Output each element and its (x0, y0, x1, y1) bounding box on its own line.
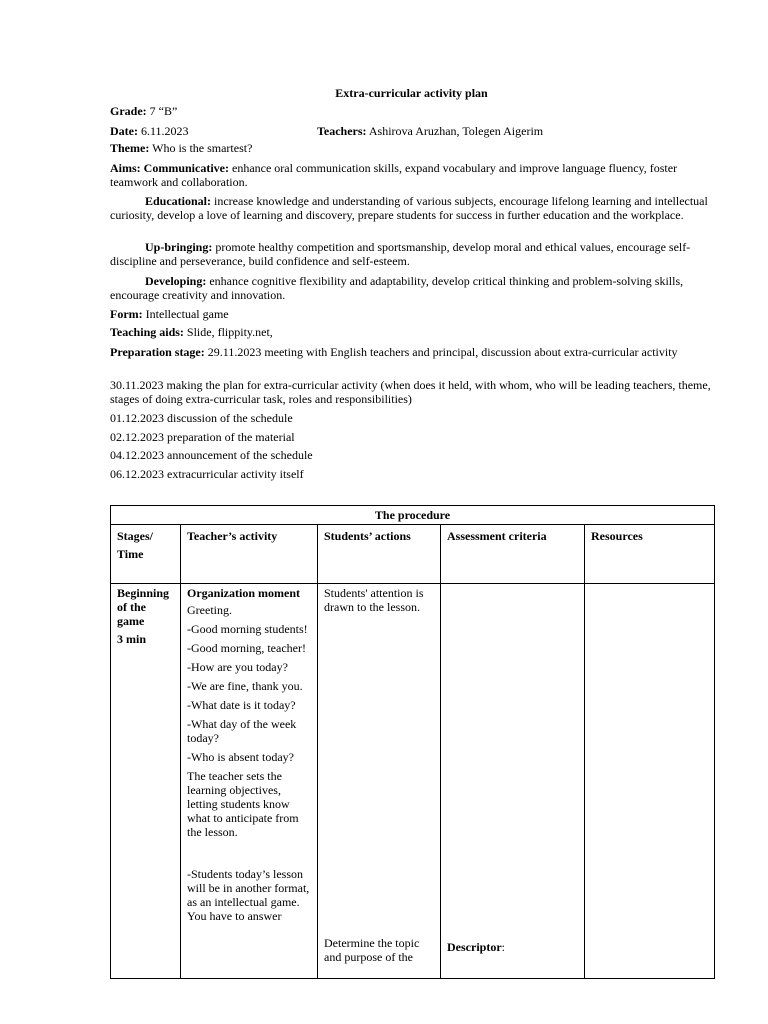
schedule-item: 30.11.2023 making the plan for extra-curricular activity (when does it held, with whom, who will be leading teachers, theme, stages of doing extra-curricular task, roles and responsibilities) (110, 378, 711, 406)
procedure-table (110, 505, 715, 979)
theme-value: Who is the smartest? (149, 141, 253, 155)
teaching-aids-line (110, 325, 713, 339)
grade-value: 7 “B” (146, 104, 178, 118)
header-assessment: Assessment criteria (441, 525, 585, 584)
grade-label: Grade: (110, 104, 147, 118)
teaching-aids-value: Slide, flippity.net, (183, 325, 273, 339)
teacher-line: -Good morning, teacher! (187, 641, 306, 655)
schedule-item: 02.12.2023 preparation of the material (110, 430, 295, 444)
upbringing-label: Up-bringing: (145, 240, 213, 254)
date-line (110, 124, 713, 138)
teaching-aids-label: Teaching aids: (110, 325, 184, 339)
schedule-item: 04.12.2023 announcement of the schedule (110, 448, 313, 462)
educational-label: Educational: (145, 194, 212, 208)
aims-label: Aims: (110, 161, 141, 175)
teacher-line: Greeting. (187, 603, 232, 617)
teachers-line (317, 124, 543, 138)
resources-cell (585, 584, 715, 979)
upbringing-text: promote healthy competition and sportsmanship, develop moral and ethical values, encourage self-discipline and perseverance, build confidence and self-esteem. (110, 240, 691, 268)
developing-label: Developing: (145, 274, 207, 288)
teacher-activity-cell (181, 584, 318, 979)
descriptor-colon: : (501, 940, 505, 954)
teacher-line: -Good morning students! (187, 622, 308, 636)
date-label: Date: (110, 124, 138, 138)
communicative-label: Communicative: (140, 161, 229, 175)
aims-communicative (110, 161, 713, 189)
form-label: Form: (110, 307, 143, 321)
form-line (110, 307, 713, 321)
document-title: Extra-curricular activity plan (335, 86, 488, 100)
procedure-caption: The procedure (111, 506, 715, 525)
students-actions-cell (318, 584, 441, 979)
teacher-line: -Students today’s lesson will be in another format, as an intellectual game. You have to answer (187, 867, 310, 923)
teacher-line: -We are fine, thank you. (187, 679, 303, 693)
teachers-value: Ashirova Aruzhan, Tolegen Aigerim (366, 124, 544, 138)
descriptor-label: Descriptor (447, 940, 502, 954)
stage-cell (111, 584, 181, 979)
schedule-item: 01.12.2023 discussion of the schedule (110, 411, 293, 425)
header-stages-label: Stages/ (117, 529, 153, 543)
teachers-label: Teachers: (317, 124, 367, 138)
header-time-label: Time (117, 547, 144, 561)
teacher-line: -What date is it today? (187, 698, 296, 712)
grade-line (110, 104, 713, 118)
theme-label: Theme: (110, 141, 150, 155)
preparation-value: 29.11.2023 meeting with English teachers and principal, discussion about extra-curricular activity (204, 345, 678, 359)
aims-educational (110, 194, 713, 222)
date-value: 6.11.2023 (137, 124, 189, 138)
teacher-line: -How are you today? (187, 660, 288, 674)
header-students: Students’ actions (318, 525, 441, 584)
preparation-line (110, 345, 713, 359)
aims-developing (110, 274, 713, 302)
theme-line (110, 141, 713, 155)
teacher-line: -Who is absent today? (187, 750, 294, 764)
developing-text: enhance cognitive flexibility and adaptability, develop critical thinking and problem-solving skills, encourage creativity and innovation. (110, 274, 684, 302)
table-header-row (111, 525, 715, 584)
header-stages (111, 525, 181, 584)
form-value: Intellectual game (142, 307, 229, 321)
aims-upbringing (110, 240, 713, 268)
stage-time: 3 min (117, 632, 147, 646)
preparation-label: Preparation stage: (110, 345, 205, 359)
descriptor-line (447, 940, 578, 954)
teacher-activity-title: Organization moment (187, 586, 300, 600)
assessment-cell (441, 584, 585, 979)
students-action: Students' attention is drawn to the lesson. (324, 586, 424, 614)
header-teacher: Teacher’s activity (181, 525, 318, 584)
stage-name: Beginning of the game (117, 586, 170, 628)
header-resources: Resources (585, 525, 715, 584)
communicative-text: enhance oral communication skills, expand vocabulary and improve language fluency, foster teamwork and collaboration. (110, 161, 678, 189)
schedule-item: 06.12.2023 extracurricular activity itself (110, 467, 304, 481)
educational-text: increase knowledge and understanding of various subjects, encourage lifelong learning and intellectual curiosity, develop a love of learning and discovery, prepare students for success in further education and the workplace. (110, 194, 708, 222)
teacher-line: The teacher sets the learning objectives, letting students know what to anticipate from the lesson. (187, 769, 299, 839)
students-action: Determine the topic and purpose of the (324, 936, 420, 964)
table-row (111, 584, 715, 979)
teacher-line: -What day of the week today? (187, 717, 297, 745)
